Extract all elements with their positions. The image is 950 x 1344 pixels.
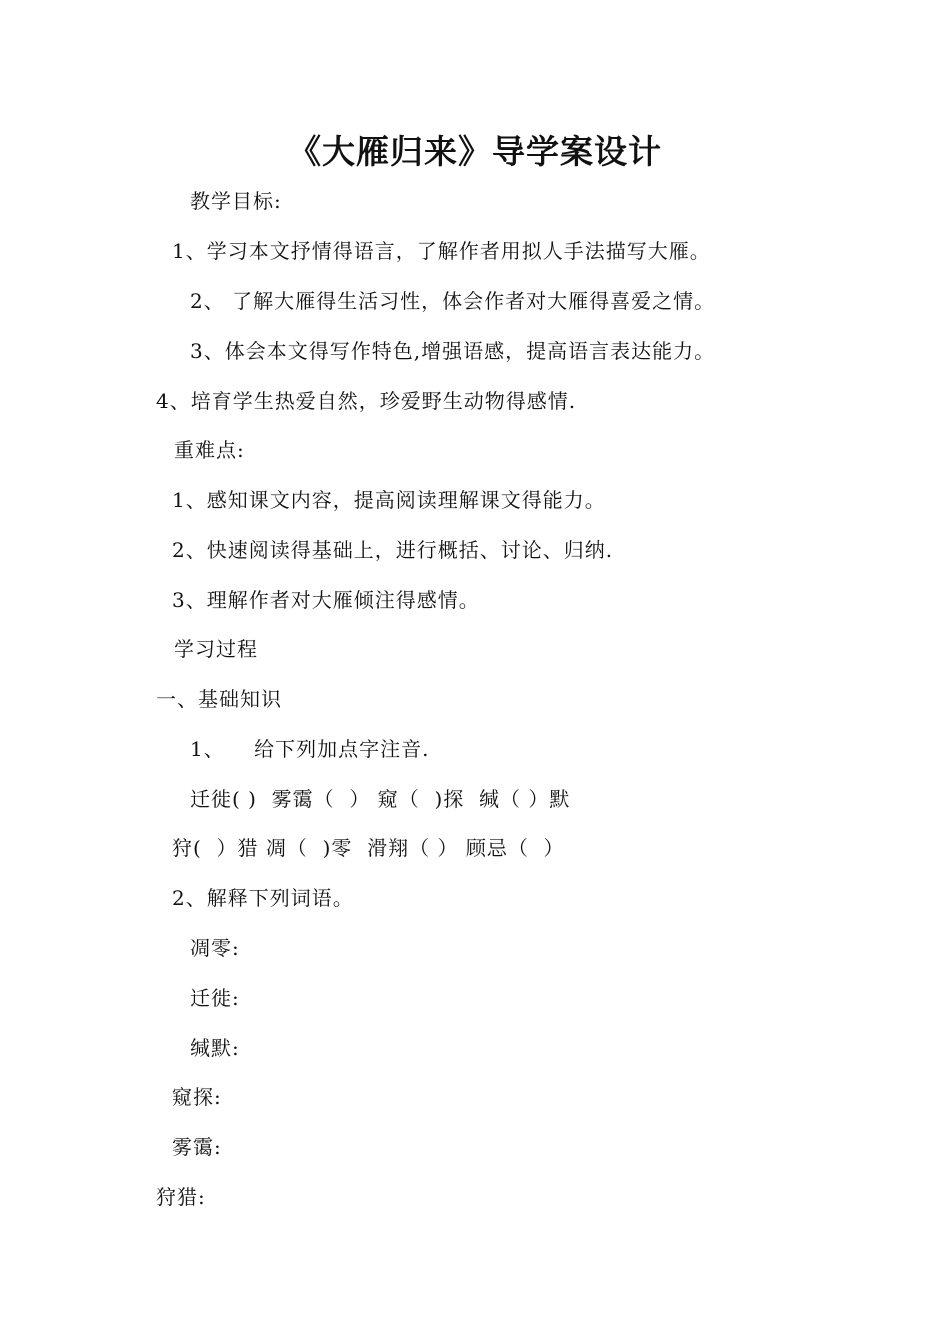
pinyin-row-1: 迁徙( ) 雾霭（ ） 窥（ )探 缄（ ）默 <box>190 787 571 811</box>
objectives-heading: 教学目标: <box>190 189 282 213</box>
objective-item-2: 2、 了解大雁得生活习性，体会作者对大雁得喜爱之情。 <box>190 289 716 313</box>
keypoint-item-2: 2、快速阅读得基础上，进行概括、讨论、归纳. <box>172 538 614 562</box>
document-title: 《大雁归来》导学案设计 <box>288 132 662 171</box>
section1-heading: 一、基础知识 <box>156 687 282 711</box>
pinyin-row-2: 狩( ）猎 凋（ )零 滑翔（ ） 顾忌（ ） <box>172 836 565 860</box>
task2-instruction: 2、解释下列词语。 <box>172 886 354 910</box>
process-heading: 学习过程 <box>174 637 258 661</box>
term-item-5: 雾霭: <box>172 1135 222 1159</box>
keypoints-heading: 重难点: <box>174 438 245 462</box>
term-item-4: 窥探: <box>172 1085 222 1109</box>
term-item-6: 狩猎: <box>156 1185 206 1209</box>
task1-instruction: 1、 给下列加点字注音. <box>190 737 430 761</box>
term-item-2: 迁徙: <box>190 986 240 1010</box>
term-item-1: 凋零: <box>190 936 240 960</box>
keypoint-item-1: 1、感知课文内容，提高阅读理解课文得能力。 <box>172 488 606 512</box>
objective-item-4: 4、培育学生热爱自然，珍爱野生动物得感情. <box>156 389 577 413</box>
term-item-3: 缄默: <box>190 1036 240 1060</box>
keypoint-item-3: 3、理解作者对大雁倾注得感情。 <box>172 588 480 612</box>
objective-item-3: 3、体会本文得写作特色,增强语感，提高语言表达能力。 <box>190 339 716 363</box>
objective-item-1: 1、学习本文抒情得语言，了解作者用拟人手法描写大雁。 <box>172 239 711 263</box>
